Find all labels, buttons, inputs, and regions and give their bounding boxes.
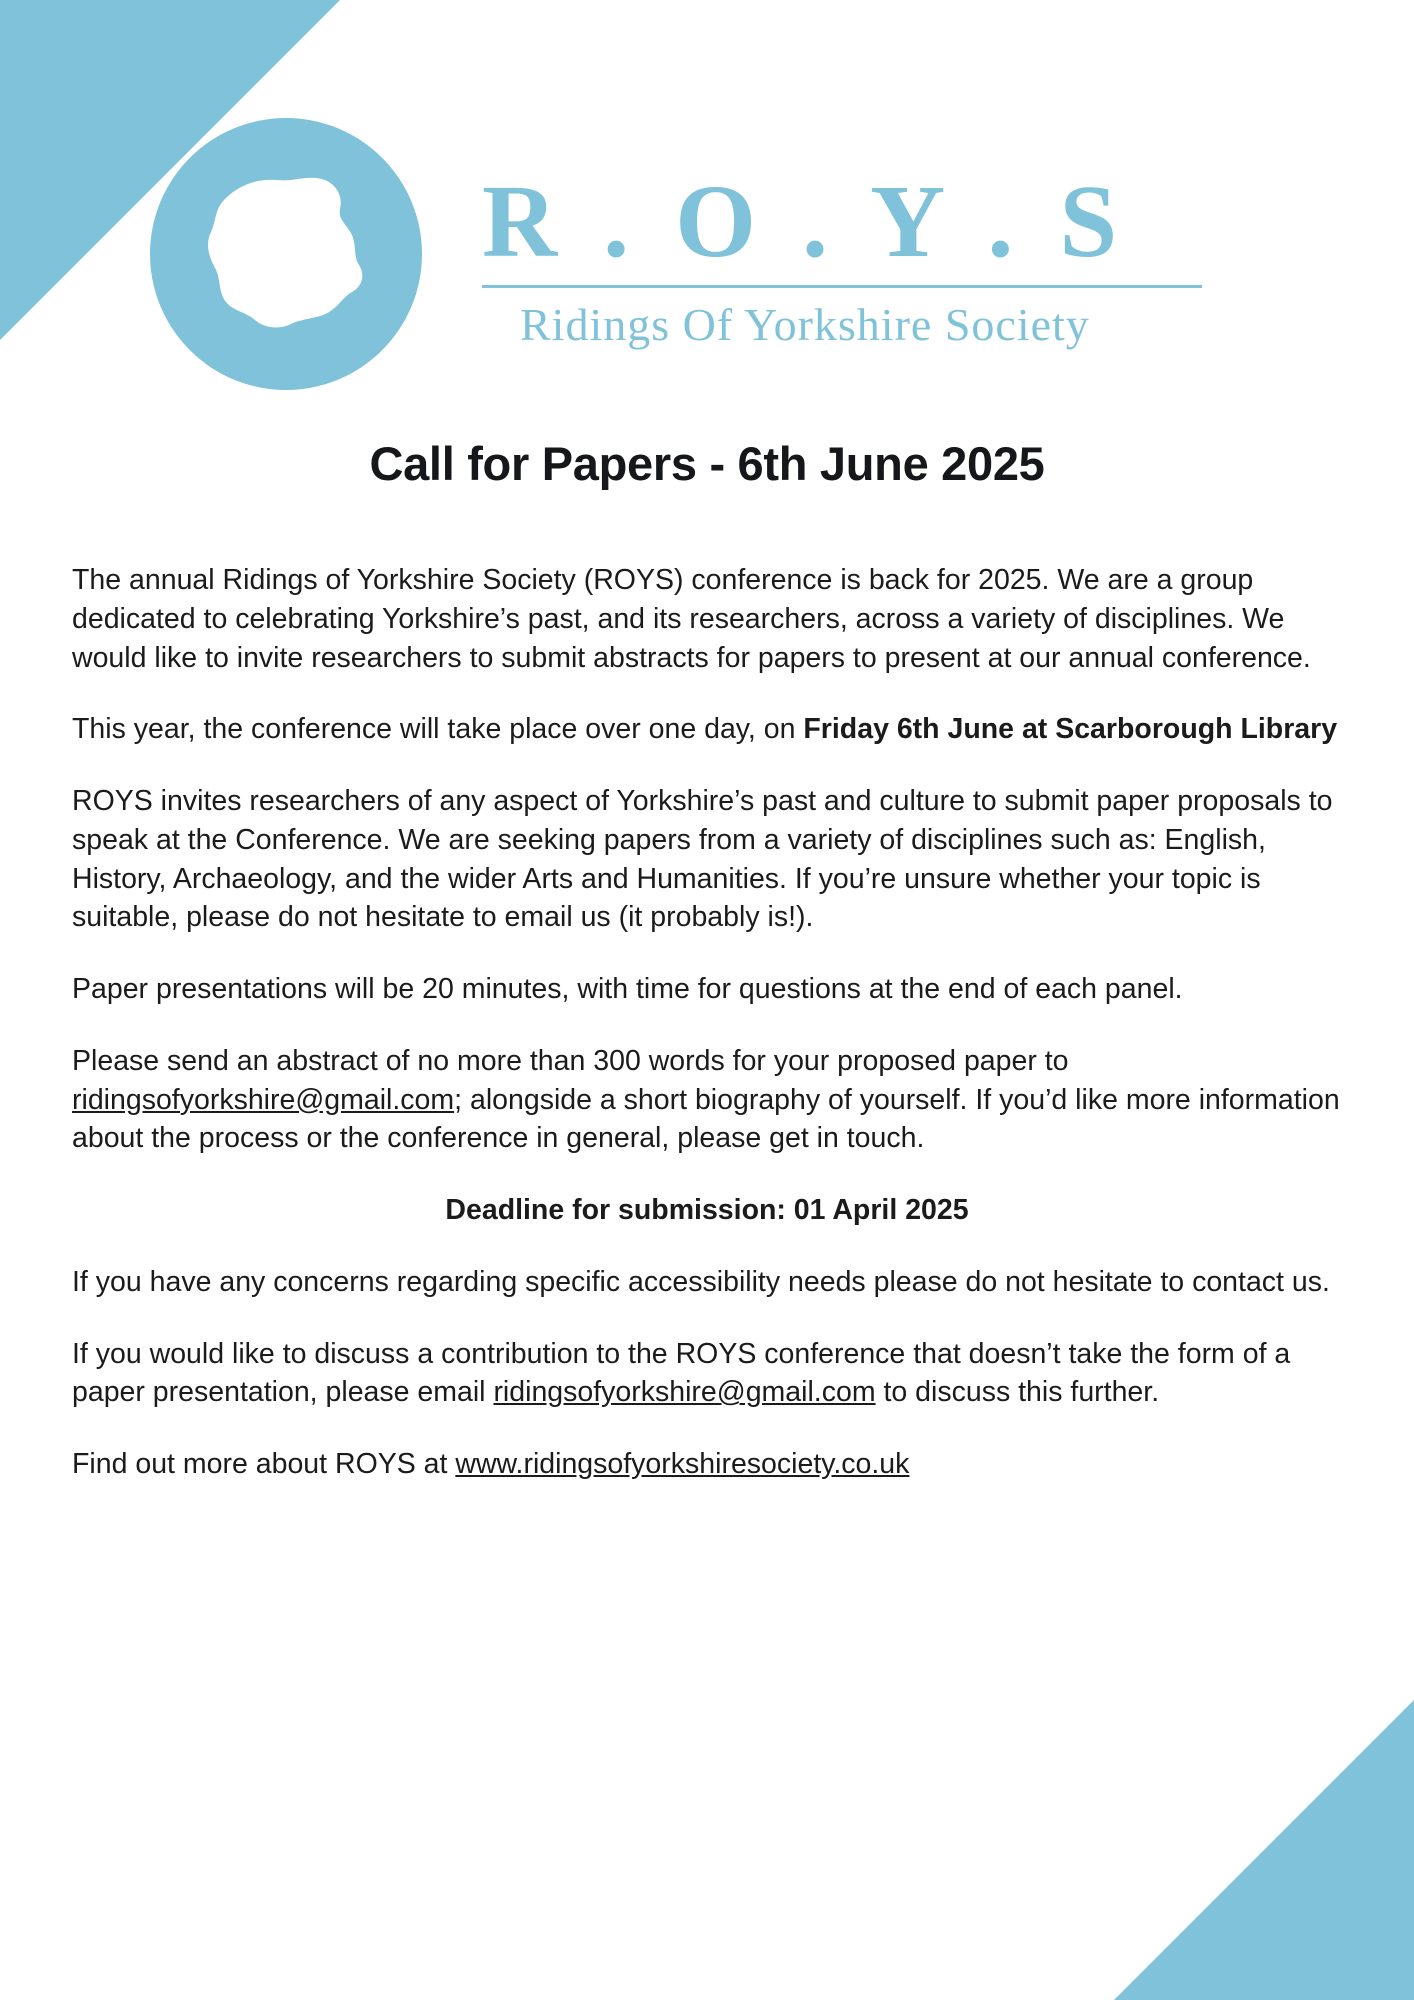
paragraph-findout bbox=[72, 1445, 1342, 1484]
logo-divider bbox=[482, 285, 1202, 288]
logo-acronym: R . O . Y . S bbox=[482, 164, 1128, 280]
paragraph-contribution-lead: If you would like to discuss a contribution to the ROYS conference that doesn’t take the form of a paper presentation, please email bbox=[72, 1337, 1291, 1409]
email-link-abstract[interactable]: ridingsofyorkshire@gmail.com bbox=[72, 1083, 455, 1116]
paragraph-contribution bbox=[72, 1335, 1342, 1413]
paragraph-date-lead: This year, the conference will take place over one day, on bbox=[72, 713, 804, 746]
yorkshire-map-icon bbox=[150, 118, 422, 390]
email-link-contribution[interactable]: ridingsofyorkshire@gmail.com bbox=[493, 1376, 876, 1409]
decorative-corner-bottom-right bbox=[1114, 1700, 1414, 2000]
submission-deadline: Deadline for submission: 01 April 2025 bbox=[445, 1194, 969, 1226]
paragraph-intro: The annual Ridings of Yorkshire Society (ROYS) conference is back for 2025. We are a group dedicated to celebrating Yorkshire’s past, and its researchers, across a variety of disciplines. We would like to invite researchers to submit abstracts for papers to present at our annual conference. bbox=[72, 564, 1311, 674]
website-link[interactable]: www.ridingsofyorkshiresociety.co.uk bbox=[455, 1448, 910, 1480]
logo-wordmark bbox=[482, 157, 1202, 350]
paragraph-abstract-tail: ; alongside a short biography of yourself. If you’d like more information about the process or the conference in general, please get in touch. bbox=[72, 1083, 1340, 1155]
logo-tagline: Ridings Of Yorkshire Society bbox=[520, 298, 1090, 350]
body-copy bbox=[70, 561, 1344, 1484]
roys-logo bbox=[70, 0, 1344, 390]
paragraph-contribution-tail: to discuss this further. bbox=[875, 1376, 1160, 1409]
paragraph-date bbox=[72, 710, 1342, 749]
paragraph-findout-lead: Find out more about ROYS at bbox=[72, 1448, 456, 1480]
paragraph-abstract-lead: Please send an abstract of no more than 300 words for your proposed paper to bbox=[72, 1044, 1069, 1077]
paragraph-accessibility: If you have any concerns regarding specific accessibility needs please do not hesitate to contact us. bbox=[72, 1265, 1330, 1298]
paragraph-invite: ROYS invites researchers of any aspect of Yorkshire’s past and culture to submit paper proposals to speak at the Conference. We are seeking papers from a variety of disciplines such as: English, History, Archaeology, and the wider Arts and Humanities. If you’re unsure whether your topic is suitable, please do not hesitate to email us (it probably is!). bbox=[72, 785, 1333, 934]
paragraph-presentations: Paper presentations will be 20 minutes, with time for questions at the end of each panel. bbox=[72, 973, 1183, 1005]
paragraph-abstract bbox=[72, 1042, 1342, 1158]
conference-date-venue: Friday 6th June at Scarborough Library bbox=[803, 713, 1338, 746]
page-title: Call for Papers - 6th June 2025 bbox=[369, 437, 1045, 490]
